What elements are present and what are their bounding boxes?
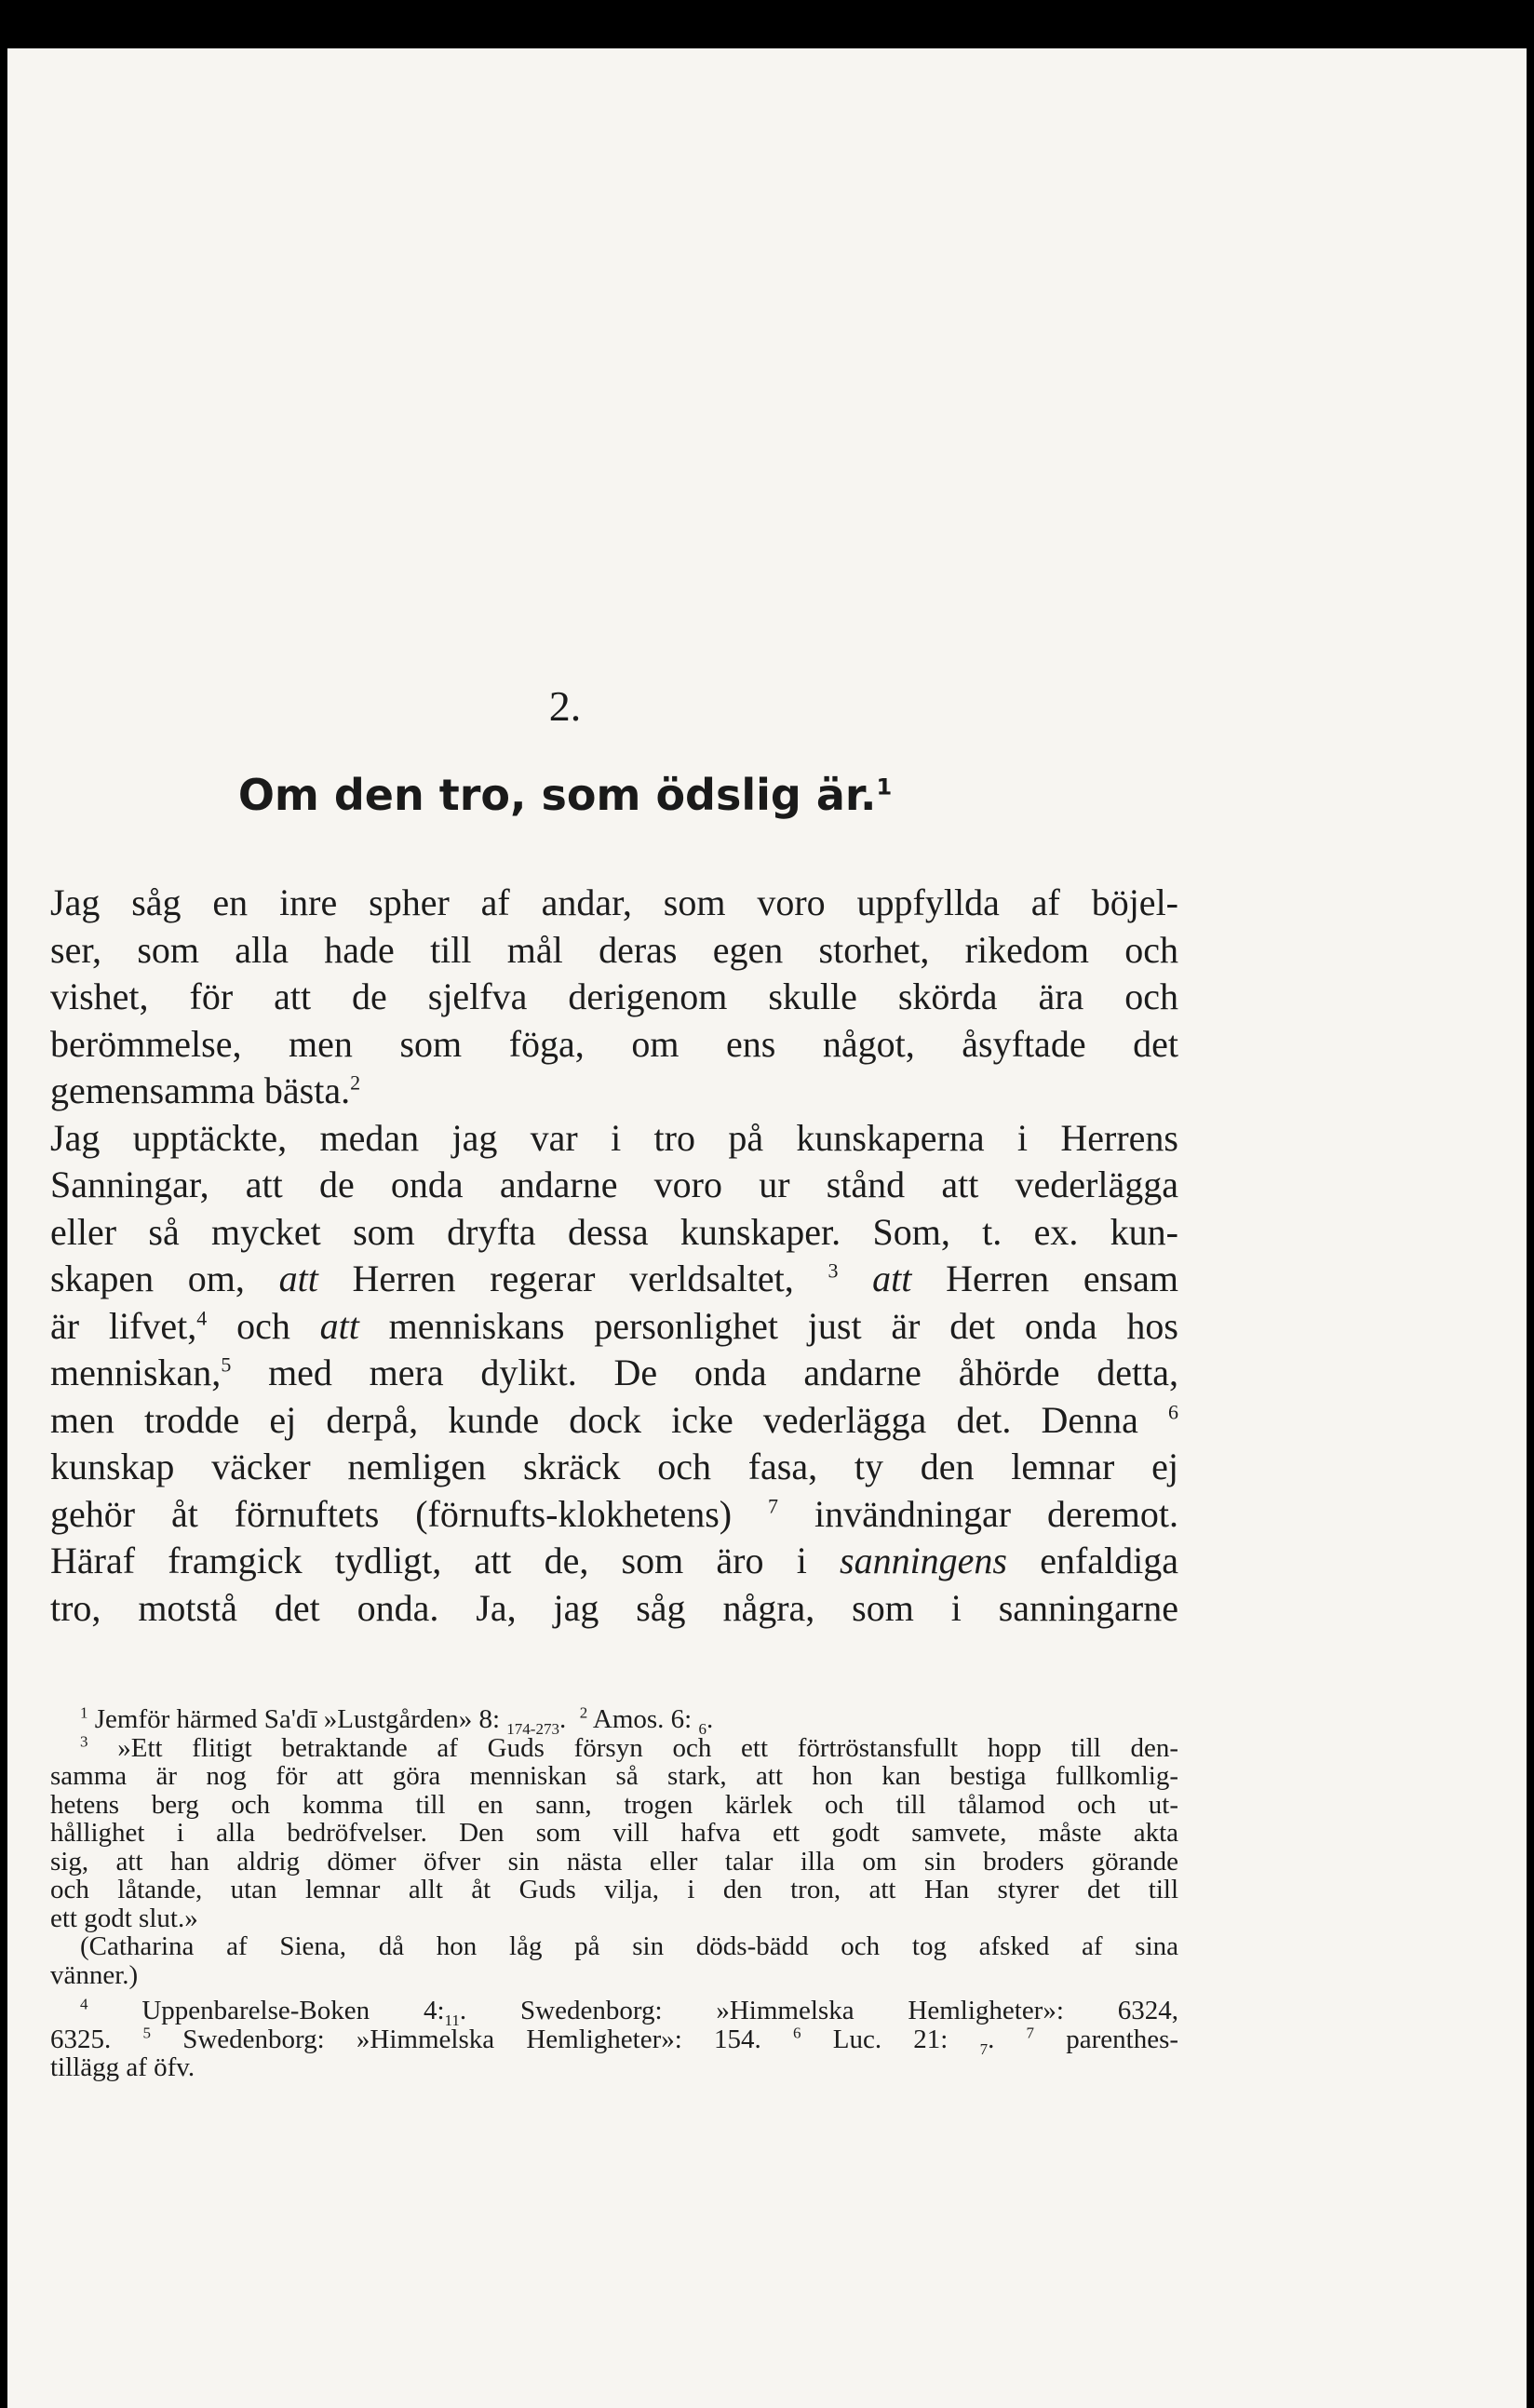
body-line: Häraf framgick tydligt, att de, som äro i sanningens enfaldiga (50, 1540, 1178, 1581)
footnote-marker: 3 (828, 1258, 839, 1283)
footnote-line: $^3$ »Ett flitigt betraktande af Guds försyn och ett förtröstansfullt hopp till den- (80, 1731, 1179, 1763)
footnote-marker: 4 (196, 1306, 208, 1330)
footnote-line: ett godt slut.» (50, 1903, 198, 1933)
footnote-marker: 7 (768, 1494, 779, 1518)
body-line: Jag såg en inre spher af andar, som voro uppfyllda af böjel- (50, 881, 1178, 923)
body-line: berömmelse, men som föga, om ens något, åsyftade det (50, 1022, 1178, 1065)
book-page (7, 48, 1527, 2408)
body-line: ser, som alla hade till mål deras egen storhet, rikedom och (50, 928, 1178, 971)
body-line: Sanningar, att de onda andarne voro ur stånd att vederlägga (50, 1164, 1178, 1205)
footnote-marker: 5 (221, 1352, 232, 1377)
body-line: menniskan,$^5$ med mera dylikt. De onda andarne åhörde detta, (50, 1352, 1178, 1393)
body-line: gehör åt förnuftets (förnufts-klokhetens) $^7$ invändningar deremot. (50, 1492, 1178, 1535)
footnote-line: sig, att han aldrig dömer öfver sin nästa eller talar illa om sin broders görande (50, 1846, 1178, 1877)
footnote-marker: 2 (350, 1070, 361, 1095)
footnote-line: hetens berg och komma till en sann, trogen kärlek och till tålamod och ut- (50, 1789, 1178, 1820)
body-line: skapen om, att Herren regerar verldsaltet, $^3$ att Herren ensam (50, 1258, 1179, 1299)
body-line: eller så mycket som dryfta dessa kunskaper. Som, t. ex. kun- (50, 1210, 1178, 1253)
footnote-marker: 6 (1168, 1400, 1178, 1424)
chapter-number: 2. (548, 682, 582, 730)
footnote-line: $^4$ Uppenbarelse-Boken $4:_{11}$. Swedenborg: »Himmelska Hemligheter»: 6324, (80, 1995, 1178, 2029)
footnote-line: hållighet i alla bedröfvelser. Den som vill hafva ett godt samvete, måste akta (50, 1818, 1178, 1848)
footnote-line: 6325. $^5$ Swedenborg: »Himmelska Hemligheter»: 154. $^6$ Luc. 21: $_7$. $^7$ parenthes- (50, 2023, 1179, 2058)
body-line: men trodde ej derpå, kunde dock icke vederlägga det. Denna $^6$ (50, 1398, 1178, 1441)
footnote-line: vänner.) (50, 1959, 139, 1990)
body-line: tro, motstå det onda. Ja, jag såg några, som i sanningarne (50, 1586, 1178, 1629)
footnote-line: tillägg af öfv. (50, 2052, 195, 2082)
body-line: kunskap väcker nemligen skräck och fasa, ty den lemnar ej (50, 1446, 1178, 1487)
body-text (50, 880, 1178, 1632)
body-line: Jag upptäckte, medan jag var i tro på kunskaperna i Herrens (50, 1116, 1178, 1159)
body-line: är lifvet,$^4$ och att menniskans personlighet just är det onda hos (50, 1304, 1178, 1347)
chapter-title (7, 770, 1123, 820)
body-line: vishet, för att de sjelfva derigenom skulle skörda ära och (50, 975, 1178, 1017)
chapter-title-text: Om den tro, som ödslig är. (237, 770, 877, 820)
footnote-line: (Catharina af Siena, då hon låg på sin döds-bädd och tog afsked af sina (80, 1931, 1178, 1961)
body-line: gemensamma bästa.$^2$ (50, 1069, 361, 1111)
footnotes (50, 1705, 1178, 2082)
footnote-line: samma är nog för att göra menniskan så stark, att hon kan bestiga fullkomlig- (50, 1761, 1178, 1791)
footnote-line: $^1$ Jemför härmed Sa'dī »Lustgården» 8: $_{174-273}$. $^2$ Amos. 6: $_6$. (80, 1703, 714, 1738)
title-footnote-marker: 1 (876, 774, 893, 800)
footnote-line: och låtande, utan lemnar allt åt Guds vilja, i den tron, att Han styrer det till (50, 1875, 1178, 1904)
